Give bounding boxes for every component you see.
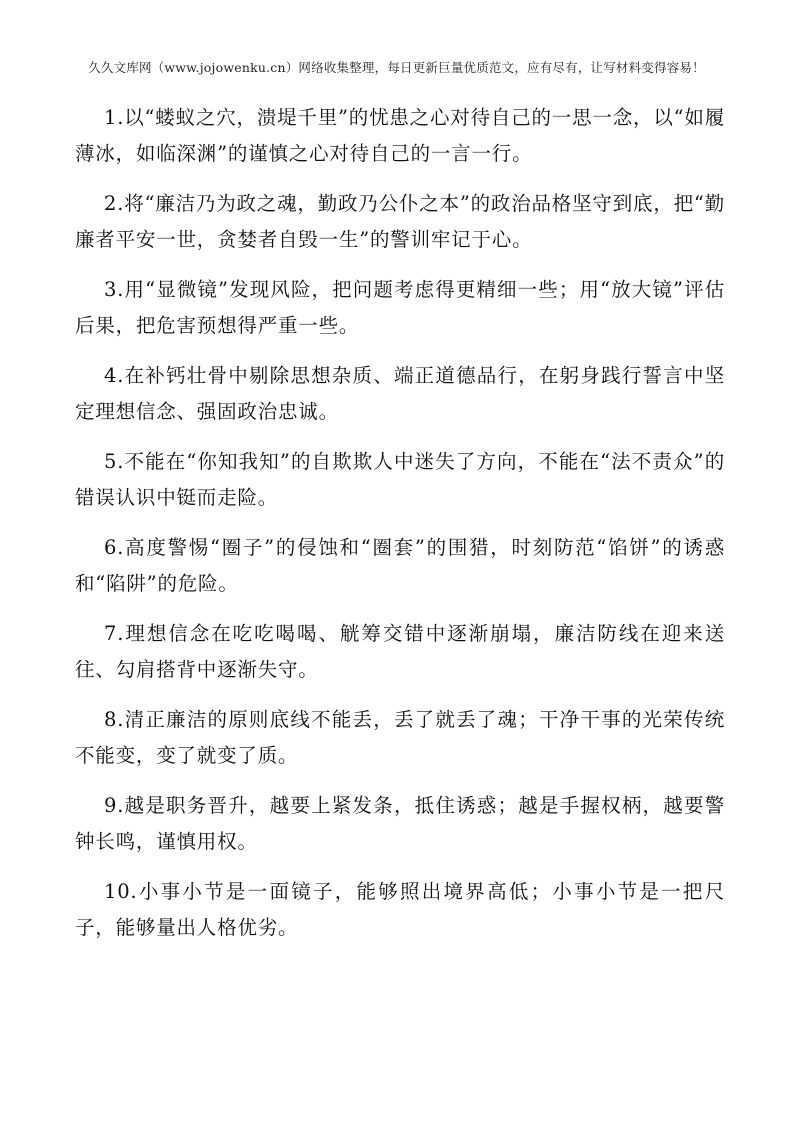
paragraph-9: 9.越是职务晋升，越要上紧发条，抵住诱惑；越是手握权柄，越要警钟长鸣，谨慎用权。 [75,794,725,853]
paragraph-10: 10.小事小节是一面镜子，能够照出境界高低；小事小节是一把尺子，能够量出人格优劣。 [75,880,725,939]
paragraph-3: 3.用“显微镜”发现风险，把问题考虑得更精细一些；用“放大镜”评估后果，把危害预想得严重一些。 [75,278,725,337]
page-header: 久久文库网（www.jojowenku.cn）网络收集整理，每日更新巨量优质范文，应有尽有，让写材料变得容易！ [88,60,705,75]
paragraph-6: 6.高度警惕“圈子”的侵蚀和“圈套”的围猎，时刻防范“馅饼”的诱惑和“陷阱”的危险。 [75,536,725,595]
paragraph-5: 5.不能在“你知我知”的自欺欺人中迷失了方向，不能在“法不责众”的错误认识中铤而走险。 [75,450,725,509]
document-body [75,100,725,960]
paragraph-4: 4.在补钙壮骨中剔除思想杂质、端正道德品行，在躬身践行誓言中坚定理想信念、强固政治忠诚。 [75,364,725,423]
paragraph-2: 2.将“廉洁乃为政之魂，勤政乃公仆之本”的政治品格坚守到底，把“勤廉者平安一世，贪婪者自毁一生”的警训牢记于心。 [75,192,725,251]
paragraph-7: 7.理想信念在吃吃喝喝、觥筹交错中逐渐崩塌，廉洁防线在迎来送往、勾肩搭背中逐渐失守。 [75,622,725,681]
paragraph-8: 8.清正廉洁的原则底线不能丢，丢了就丢了魂；干净干事的光荣传统不能变，变了就变了质。 [75,708,725,767]
paragraph-1: 1.以“蝼蚁之穴，溃堤千里”的忧患之心对待自己的一思一念，以“如履薄冰，如临深渊”的谨慎之心对待自己的一言一行。 [75,106,725,165]
